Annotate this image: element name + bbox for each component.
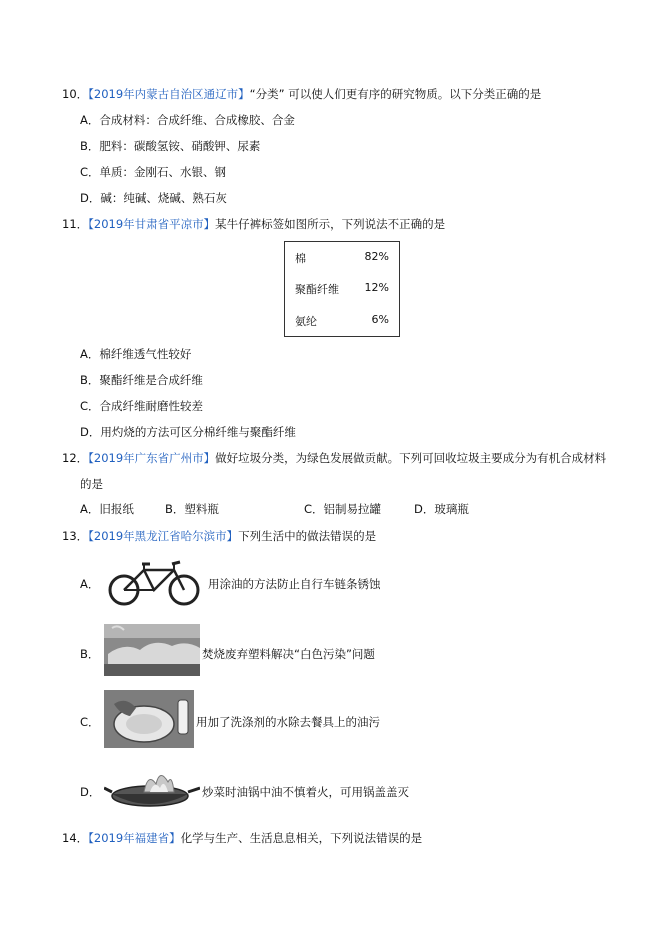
option-b: B．聚酯纤维是合成纤维 [80, 373, 203, 387]
wok-fire-image [104, 762, 200, 808]
option-c: C．合成纤维耐磨性较差 [80, 399, 204, 413]
question-source: 【2019年内蒙古自治区通辽市】 [88, 87, 250, 101]
question-text: 做好垃圾分类，为绿色发展做贡献。下列可回收垃圾主要成分为有机合成材料 [215, 451, 607, 465]
option-c-letter: C． [80, 715, 100, 729]
question-text: 化学与生产、生活息息相关，下列说法错误的是 [180, 831, 423, 845]
question-source: 【2019年黑龙江省哈尔滨市】 [88, 529, 239, 543]
label-row [295, 313, 389, 329]
fiber-percent: 6% [371, 313, 389, 326]
question-text: 下列生活中的做法错误的是 [238, 529, 377, 543]
question-source: 【2019年广东省广州市】 [88, 451, 216, 465]
fiber-name: 棉 [295, 252, 306, 265]
question-number: 13． [62, 529, 89, 543]
option-c: C．铝制易拉罐 [304, 502, 382, 516]
label-row [295, 250, 389, 266]
fiber-percent: 82% [364, 250, 389, 263]
option-d-text: 炒菜时油锅中油不慎着火，可用锅盖盖灭 [202, 785, 409, 799]
question-source: 【2019年甘肃省平凉市】 [88, 217, 216, 231]
option-b: B．塑料瓶 [165, 502, 219, 516]
option-b-text-visible: 焚烧废弃塑料解决“白色污染”问题 [202, 647, 375, 661]
question-14 [62, 830, 422, 846]
question-source: 【2019年福建省】 [88, 831, 181, 845]
option-d: D．用灼烧的方法可区分棉纤维与聚酯纤维 [80, 425, 296, 439]
dish-washing-image [104, 690, 194, 748]
question-number: 10． [62, 87, 89, 101]
option-b-letter: B． [80, 647, 100, 661]
option-a: A．旧报纸 [80, 502, 134, 516]
question-number: 12． [62, 451, 89, 465]
clothing-label [284, 241, 400, 337]
fiber-name: 氨纶 [295, 315, 317, 328]
question-text-continued: 的是 [80, 477, 103, 491]
option-a-text: 用涂油的方法防止自行车链条锈蚀 [208, 577, 381, 591]
question-11 [62, 216, 445, 232]
fiber-name: 聚酯纤维 [295, 283, 339, 296]
option-d-letter: D． [80, 785, 101, 799]
option-c-text: 用加了洗涤剂的水除去餐具上的油污 [196, 715, 380, 729]
option-a: A．棉纤维透气性较好 [80, 347, 192, 361]
bicycle-image [104, 558, 204, 606]
label-row [295, 281, 389, 297]
option-a-letter: A． [80, 577, 100, 591]
question-text: 某牛仔裤标签如图所示，下列说法不正确的是 [215, 217, 446, 231]
question-number: 14． [62, 831, 89, 845]
fiber-percent: 12% [364, 281, 389, 294]
option-d: D．玻璃瓶 [414, 502, 469, 516]
option-d: D．碱：纯碱、烧碱、熟石灰 [80, 191, 227, 205]
burning-plastic-smoke-image [104, 624, 200, 676]
option-c: C．单质：金刚石、水银、钢 [80, 165, 227, 179]
question-12 [62, 450, 606, 466]
question-10 [62, 86, 541, 102]
option-a: A．合成材料：合成纤维、合成橡胶、合金 [80, 113, 295, 127]
question-text: “分类” 可以使人们更有序的研究物质。以下分类正确的是 [249, 87, 542, 101]
question-number: 11． [62, 217, 89, 231]
question-13 [62, 528, 376, 544]
option-b: B．肥料：碳酸氢铵、硝酸钾、尿素 [80, 139, 261, 153]
